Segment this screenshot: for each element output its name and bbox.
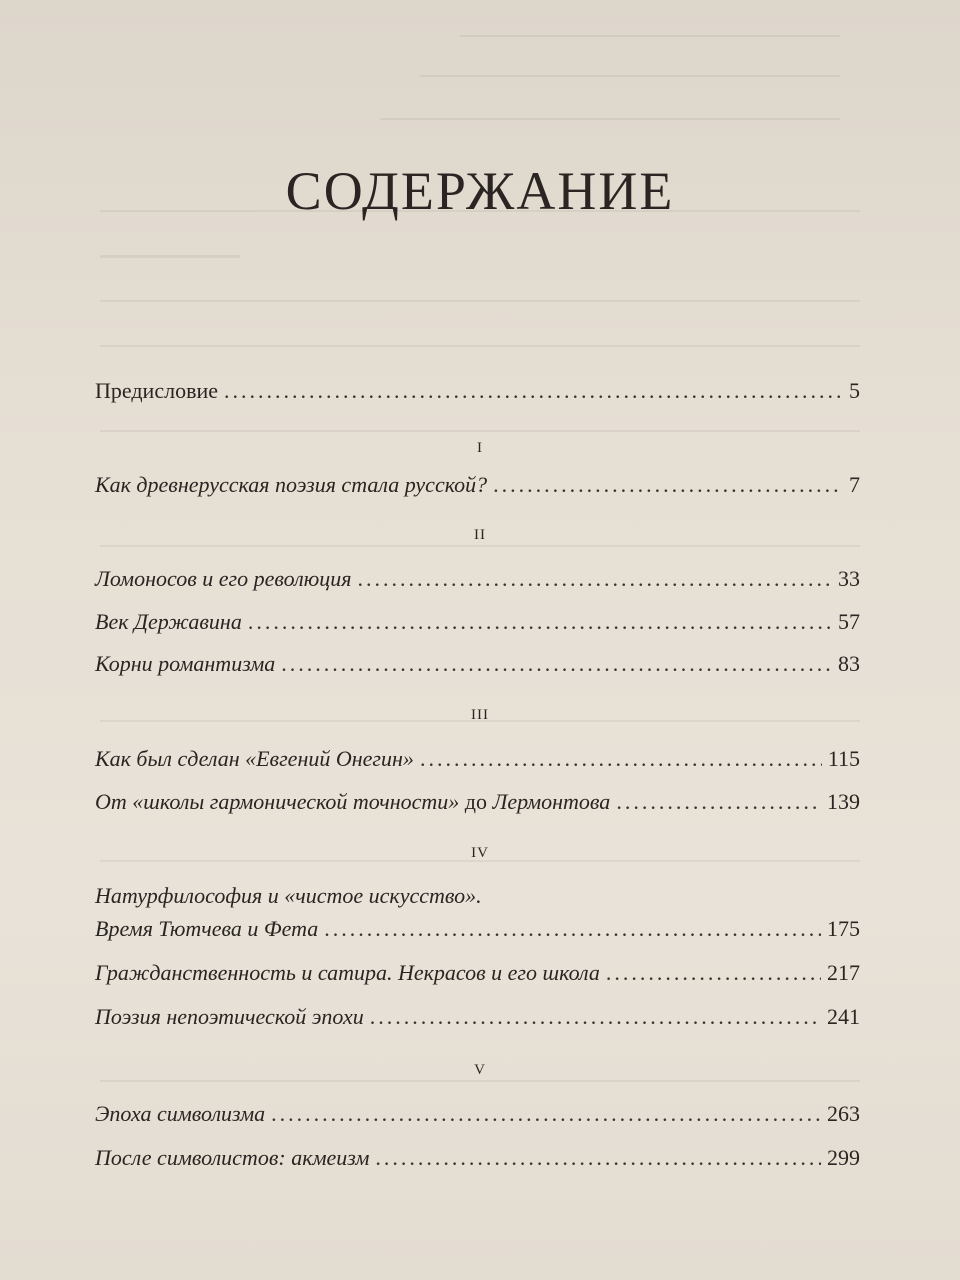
toc-entry-page: 175 <box>827 916 860 941</box>
toc-entry-title: Ломоносов и его революция <box>95 566 352 591</box>
dot-leader <box>606 960 821 986</box>
toc-entry-page: 241 <box>827 1004 860 1029</box>
toc-entry-title: Гражданственность и сатира. Некрасов и его школа <box>95 960 600 985</box>
toc-entry-preface <box>95 378 860 404</box>
toc-entry <box>95 916 860 942</box>
dot-leader <box>271 1101 821 1127</box>
toc-title-part: От «школы гармонической точности» <box>95 789 460 814</box>
toc-entry <box>95 1145 860 1171</box>
toc-entry-page: 263 <box>827 1101 860 1126</box>
toc-entry <box>95 960 860 986</box>
dot-leader <box>357 566 832 592</box>
toc-entry-title: Век Державина <box>95 609 242 634</box>
dot-leader <box>248 609 832 635</box>
dot-leader <box>420 746 822 772</box>
toc-entry-page: 217 <box>827 960 860 985</box>
part-numeral: V <box>474 1062 486 1078</box>
toc-entry-page: 83 <box>838 651 860 676</box>
toc-entry-page: 299 <box>827 1145 860 1170</box>
part-numeral: III <box>471 707 489 723</box>
page-title: СОДЕРЖАНИЕ <box>285 161 675 221</box>
toc-entry-title: Предисловие <box>95 378 218 403</box>
toc-entry-title: Как был сделан «Евгений Онегин» <box>95 746 414 771</box>
part-numeral: IV <box>471 845 489 861</box>
dot-leader <box>281 651 832 677</box>
toc-entry-page: 139 <box>827 789 860 814</box>
toc-entry-title: После символистов: акмеизм <box>95 1145 370 1170</box>
toc-entry-page: 33 <box>838 566 860 591</box>
part-numeral: II <box>474 527 486 543</box>
dot-leader <box>375 1145 821 1171</box>
toc-entry-title: Эпоха символизма <box>95 1101 266 1126</box>
toc-entry-title <box>95 789 610 815</box>
toc-entry <box>95 1101 860 1127</box>
toc-entry <box>95 746 860 772</box>
part-numeral: I <box>477 440 483 456</box>
toc-entry <box>95 472 860 498</box>
toc-entry-page: 115 <box>827 746 860 771</box>
dot-leader <box>493 472 843 498</box>
toc-title-part: до <box>459 789 493 814</box>
toc-entry-title: Как древнерусская поэзия стала русской? <box>95 472 488 497</box>
toc-entry-page: 57 <box>838 609 860 634</box>
toc-entry-page: 5 <box>849 378 860 403</box>
toc-entry <box>95 789 860 815</box>
dot-leader <box>616 789 821 815</box>
dot-leader <box>370 1004 821 1030</box>
toc-entry <box>95 1004 860 1030</box>
toc-entry-title: Время Тютчева и Фета <box>95 916 319 941</box>
toc-entry <box>95 609 860 635</box>
toc-entry-title: Корни романтизма <box>95 651 276 676</box>
dot-leader <box>224 378 843 404</box>
toc-entry <box>95 651 860 677</box>
toc-entry <box>95 566 860 592</box>
toc-entry-title-line1: Натурфилософия и «чистое искусство». <box>95 883 482 908</box>
dot-leader <box>324 916 821 942</box>
toc-title-part: Лермонтова <box>492 789 611 814</box>
toc-entry-page: 7 <box>849 472 860 497</box>
toc-entry-title: Поэзия непоэтической эпохи <box>95 1004 364 1029</box>
